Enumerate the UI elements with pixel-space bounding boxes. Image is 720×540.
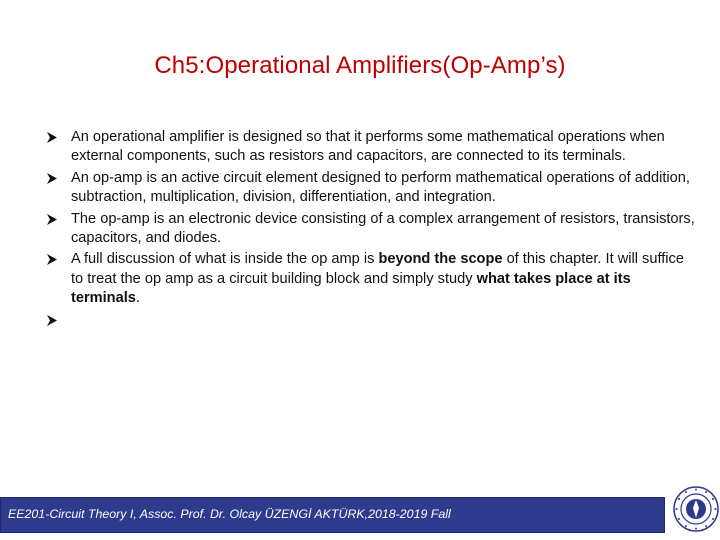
bold-phrase: beyond the scope [378,251,503,268]
arrowhead-bullet-icon [46,210,58,229]
bullet-text: An op-amp is an active circuit element designed to perform mathematical operations of addition, subtraction, multiplication, division, differentiation, and integration. [71,169,690,206]
bullet-item [46,128,696,167]
footer-text: EE201-Circuit Theory I, Assoc. Prof. Dr. Olcay ÜZENGİ AKTÜRK,2018-2019 Fall [8,507,451,521]
bullet-text: The op-amp is an electronic device consisting of a complex arrangement of resistors, transistors, capacitors, and diodes. [71,210,695,247]
arrowhead-bullet-icon [46,169,58,188]
university-seal-icon [673,486,719,532]
bullet-list [46,128,696,332]
arrowhead-bullet-icon [46,250,58,269]
footer-bar [0,497,665,533]
bullet-text: A full discussion of what is inside the op amp is beyond the scope of this chapter. It will suffice to treat the op amp as a circuit building block and simply study what takes place at its terminals. [71,251,684,307]
slide-title: Ch5:Operational Amplifiers(Op-Amp’s) [154,52,566,79]
bullet-item [46,210,696,249]
bullet-item [46,250,696,308]
arrowhead-bullet-icon [46,311,58,330]
bold-phrase: what takes place at its terminals [71,270,631,307]
arrowhead-bullet-icon [46,128,58,147]
bullet-item-empty [46,311,696,330]
bullet-item [46,169,696,208]
bullet-text: An operational amplifier is designed so that it performs some mathematical operations when external components, such as resistors and capacitors, are connected to its terminals. [71,129,665,165]
